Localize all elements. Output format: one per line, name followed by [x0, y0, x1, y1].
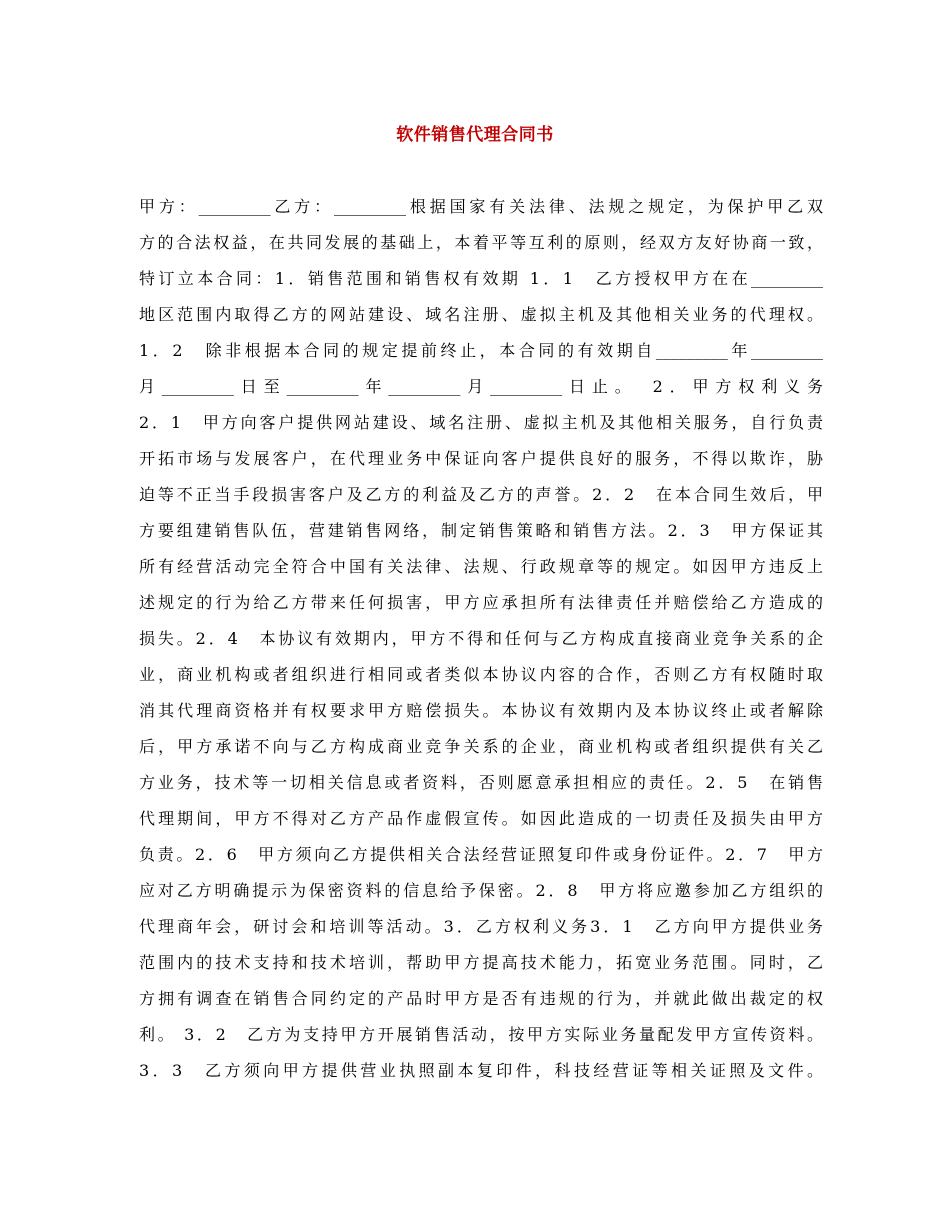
paragraph-line: 利。 3．2 乙方为支持甲方开展销售活动，按甲方实际业务量配发甲方宣传资料。 [139, 1025, 823, 1044]
paragraph-line: 方的合法权益，在共同发展的基础上，本着平等互利的原则，经双方友好协商一致， [139, 233, 823, 252]
paragraph-line: 甲方：_________乙方：_________根据国家有关法律、法规之规定，为保护甲乙双 [139, 197, 823, 216]
paragraph-line: 地区范围内取得乙方的网站建设、域名注册、虚拟主机及其他相关业务的代理权。 [139, 305, 823, 324]
paragraph-line: 业，商业机构或者组织进行相同或者类似本协议内容的合作，否则乙方有权随时取 [139, 665, 823, 684]
paragraph-line: 后，甲方承诺不向与乙方构成商业竞争关系的企业，商业机构或者组织提供有关乙 [139, 737, 823, 756]
paragraph-line: 方要组建销售队伍，营建销售网络，制定销售策略和销售方法。2．3 甲方保证其 [139, 521, 823, 540]
paragraph-line: 方拥有调查在销售合同约定的产品时甲方是否有违规的行为，并就此做出裁定的权 [139, 989, 823, 1008]
paragraph-line: 消其代理商资格并有权要求甲方赔偿损失。本协议有效期内及本协议终止或者解除 [139, 701, 823, 720]
paragraph-line: 方业务，技术等一切相关信息或者资料，否则愿意承担相应的责任。2．5 在销售 [139, 773, 823, 792]
paragraph-line: 2．1 甲方向客户提供网站建设、域名注册、虚拟主机及其他相关服务，自行负责 [139, 413, 823, 432]
paragraph-line: 损失。2．4 本协议有效期内，甲方不得和任何与乙方构成直接商业竞争关系的企 [139, 629, 823, 648]
paragraph-line: 应对乙方明确提示为保密资料的信息给予保密。2．8 甲方将应邀参加乙方组织的 [139, 881, 823, 900]
contract-body [139, 189, 823, 1089]
paragraph-line: 开拓市场与发展客户，在代理业务中保证向客户提供良好的服务，不得以欺诈，胁 [139, 449, 823, 468]
paragraph-line: 述规定的行为给乙方带来任何损害，甲方应承担所有法律责任并赔偿给乙方造成的 [139, 593, 823, 612]
paragraph-line: 特订立本合同：1．销售范围和销售权有效期 1．1 乙方授权甲方在在_________ [139, 269, 823, 288]
document-title: 软件销售代理合同书 [396, 125, 554, 145]
paragraph-line: 所有经营活动完全符合中国有关法律、法规、行政规章等的规定。如因甲方违反上 [139, 557, 823, 576]
paragraph-line: 3．3 乙方须向甲方提供营业执照副本复印件，科技经营证等相关证照及文件。 [139, 1061, 823, 1080]
paragraph-line: 负责。2．6 甲方须向乙方提供相关合法经营证照复印件或身份证件。2．7 甲方 [139, 845, 823, 864]
paragraph-line: 代理商年会，研讨会和培训等活动。3．乙方权利义务3．1 乙方向甲方提供业务 [139, 917, 823, 936]
paragraph-line: 代理期间，甲方不得对乙方产品作虚假宣传。如因此造成的一切责任及损失由甲方 [139, 809, 823, 828]
paragraph-line: 范围内的技术支持和技术培训，帮助甲方提高技术能力，拓宽业务范围。同时，乙 [139, 953, 823, 972]
paragraph-line: 月_________日至_________年_________月_________日止。 2．甲方权利义务 [139, 377, 823, 396]
paragraph-line: 迫等不正当手段损害客户及乙方的利益及乙方的声誉。2．2 在本合同生效后，甲 [139, 485, 823, 504]
paragraph-line: 1．2 除非根据本合同的规定提前终止，本合同的有效期自_________年_________ [139, 341, 823, 360]
